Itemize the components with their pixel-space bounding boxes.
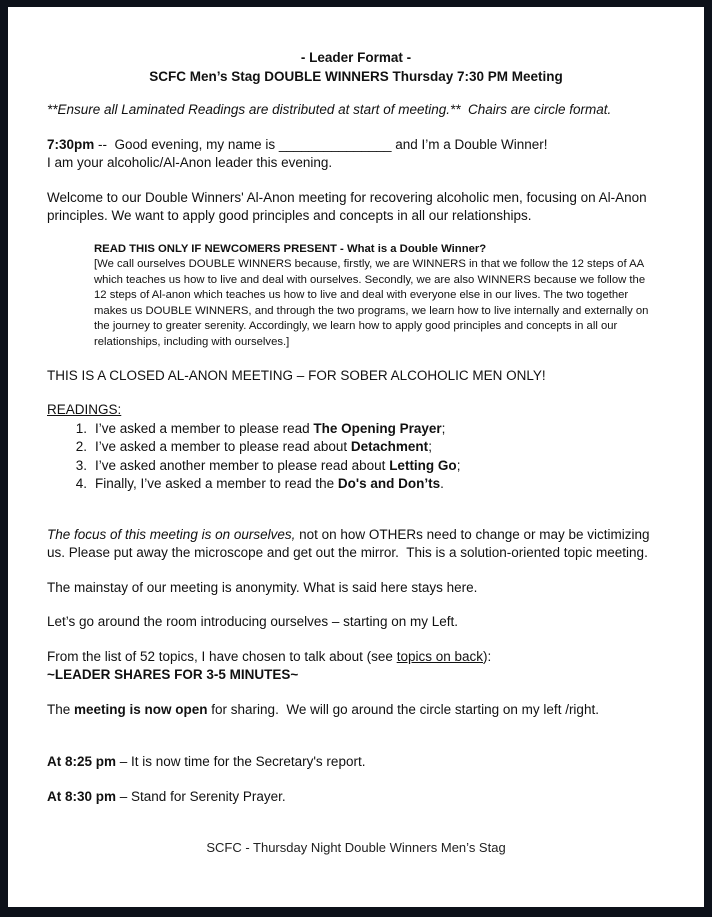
list-item: [69, 457, 665, 476]
list-item-number: 2.: [75, 439, 87, 455]
meeting-open-paragraph: The meeting is now open for sharing. We will go around the circle starting on my left /right.: [47, 701, 599, 717]
topics-paragraph: [47, 648, 665, 685]
intro-time: 7:30pm: [47, 136, 95, 152]
topics-on-back-ref: topics on back: [396, 648, 483, 664]
list-item: [69, 420, 665, 439]
document-title: - Leader Format -: [300, 50, 412, 65]
readings-heading: READINGS:: [47, 402, 122, 418]
focus-italic: The focus of this meeting is on ourselves,: [47, 526, 296, 542]
page-content: [8, 7, 704, 907]
meeting-open-bold: meeting is now open: [74, 701, 208, 717]
document-subtitle: SCFC Men’s Stag DOUBLE WINNERS Thursday 7:30 PM Meeting: [149, 68, 563, 84]
list-item-text: I’ve asked another member to please read about Letting Go;: [95, 457, 461, 473]
focus-rest: not on how OTHERs need to change or may be victimizing us. Please put away the microscope and get out the mirror. This is a solution-oriented topic meeting.: [47, 526, 654, 561]
focus-paragraph: [47, 526, 665, 563]
newcomers-body: [We call ourselves DOUBLE WINNERS because, firstly, we are WINNERS in that we follow the 12 steps of AA which teaches us how to live and deal with ourselves. Secondly, we are also WINNERS because we follow the 12 steps of Al-anon which teaches us how to live and deal with everyone else in our lives. The two together makes us DOUBLE WINNERS, and through the two programs, we learn how to live internally and externally on the journey to greater serenity. Accordingly, we learn how to apply good principles and concepts in all our relationships, including with ourselves.]: [94, 258, 649, 349]
list-item-number: 1.: [75, 420, 87, 436]
setup-note: **Ensure all Laminated Readings are distributed at start of meeting.** Chairs are circle format.: [47, 102, 612, 117]
newcomers-block: [94, 242, 653, 351]
list-item-number: 3.: [75, 457, 87, 473]
intro-paragraph: [47, 136, 665, 173]
time-825-text: – It is now time for the Secretary's report.: [116, 754, 366, 770]
introductions-paragraph: Let’s go around the room introducing ourselves – starting on my Left.: [47, 614, 458, 630]
time-cue-825: [47, 753, 665, 772]
closed-meeting-statement: THIS IS A CLOSED AL-ANON MEETING – FOR SOBER ALCOHOLIC MEN ONLY!: [47, 367, 546, 383]
newcomers-heading: READ THIS ONLY IF NEWCOMERS PRESENT - What is a Double Winner?: [94, 242, 487, 255]
list-item-text: I’ve asked a member to please read about Detachment;: [95, 439, 432, 455]
readings-list: [69, 420, 665, 494]
title-block: [47, 49, 665, 86]
time-830-label: At 8:30 pm: [47, 788, 117, 804]
time-825-label: At 8:25 pm: [47, 754, 117, 770]
list-item: [69, 475, 665, 494]
intro-line2: I am your alcoholic/Al-Anon leader this evening.: [47, 155, 333, 170]
page-footer: SCFC - Thursday Night Double Winners Men’s Stag: [206, 840, 506, 856]
welcome-paragraph: Welcome to our Double Winners' Al-Anon meeting for recovering alcoholic men, focusing on Al-Anon principles. We want to apply good principles and concepts in all our relationships.: [47, 189, 651, 223]
list-item-text: I’ve asked a member to please read The Opening Prayer;: [95, 420, 446, 436]
time-830-text: – Stand for Serenity Prayer.: [116, 788, 286, 804]
topics-suffix: ):: [483, 648, 492, 664]
topics-prefix: From the list of 52 topics, I have chosen to talk about (see: [47, 648, 397, 664]
list-item: [69, 438, 665, 457]
leader-shares-line: ~LEADER SHARES FOR 3-5 MINUTES~: [47, 667, 299, 683]
intro-text: -- Good evening, my name is _______________ and I’m a Double Winner!: [94, 136, 548, 152]
anonymity-paragraph: The mainstay of our meeting is anonymity. What is said here stays here.: [47, 579, 478, 595]
list-item-number: 4.: [75, 476, 87, 492]
time-cue-830: [47, 788, 665, 807]
list-item-text: Finally, I’ve asked a member to read the Do's and Don’ts.: [95, 476, 444, 492]
